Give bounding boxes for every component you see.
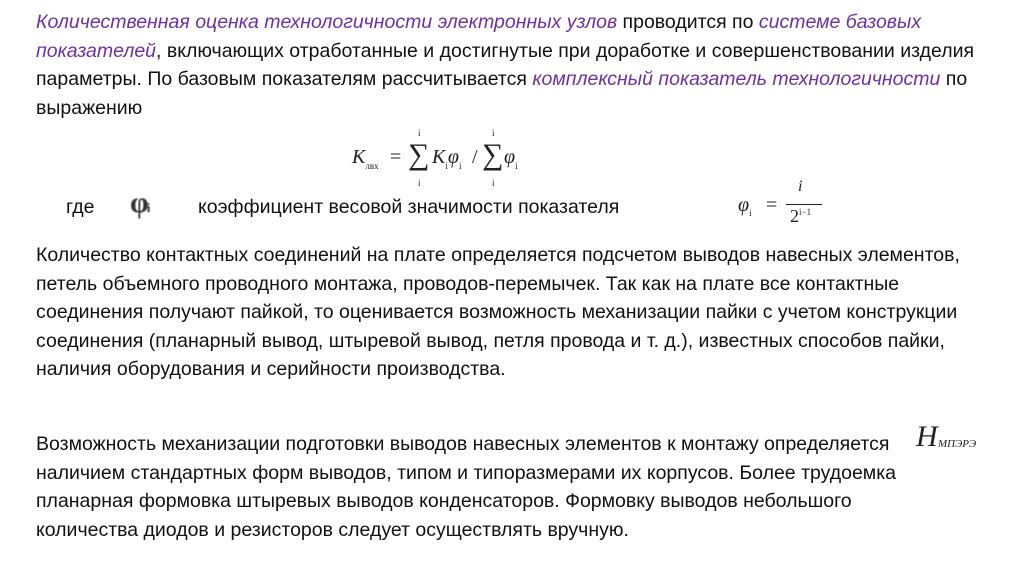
phi-symbol-image: φi — [130, 186, 149, 219]
fraction-bar — [786, 204, 822, 205]
text-fragment: , включающих отработанные и достигнутые при доработке и совершенствовании изделия параметры. По базовым показателям рассчитывается — [36, 39, 975, 90]
phi-definition-formula — [738, 176, 838, 226]
text-fragment: проводится по — [617, 11, 759, 33]
formula-divide: / — [472, 146, 478, 168]
paragraph-lead-preparation: Возможность механизации подготовки выводов навесных элементов к монтажу определяется наличием стандартных форм выводов, типом и типоразмерами их корпусов. Более трудоемка планарная формовка штыревых выводов конденсаторов. Формовку выводов небольшого количества диодов и резисторов следует осуществлять вручную. — [36, 433, 897, 541]
term-k: $K_i\varphi_i$ — [432, 146, 462, 171]
sum2-upper: i — [492, 128, 495, 138]
phi-def-lhs: $\varphi_i$ — [738, 194, 752, 218]
phi-def-denominator: $2^{i-1}$ — [790, 206, 812, 226]
h-mechanization-symbol — [916, 420, 996, 460]
formula-lhs: $K_{лвх}$ — [352, 146, 379, 171]
sum-lower: i — [418, 178, 421, 188]
complex-index-formula — [348, 124, 538, 194]
paragraph-complex-index — [36, 8, 996, 122]
sum-upper: i — [418, 128, 421, 138]
h-letter: H — [916, 420, 938, 453]
sum2-lower: i — [492, 178, 495, 188]
paragraph-contact-connections: Количество контактных соединений на плате определяется подсчетом выводов навесных элементов, петель объемного проводного монтажа, проводов-перемычек. Так как на плате все контактные соединения получают пайкой, то оценивается возможность механизации пайки с учетом конструкции соединения (планарный вывод, штыревой вывод, петля провода и т. д.), известных способов пайки, наличия оборудования и серийности производства. — [36, 244, 960, 380]
sum-symbol-2: ∑ — [482, 138, 504, 171]
h-subscript: МПЭРЭ — [938, 438, 977, 450]
phi-def-numerator: i — [798, 178, 803, 195]
term-base-indicators: системе базовых показателей — [36, 11, 922, 62]
where-label: где — [66, 196, 95, 218]
text-fragment: по выражению — [36, 68, 968, 119]
term-quantitative-assessment: Количественная оценка технологичности электронных узлов — [36, 11, 618, 33]
sum-symbol: ∑ — [408, 138, 430, 171]
term-phi: $\varphi_i$ — [504, 146, 518, 171]
weight-coefficient-description: коэффициент весовой значимости показателя — [198, 196, 620, 218]
phi-def-eq: = — [766, 194, 778, 216]
term-complex-index: комплексный показатель технологичности — [532, 68, 941, 90]
formula-equals: = — [390, 146, 402, 168]
